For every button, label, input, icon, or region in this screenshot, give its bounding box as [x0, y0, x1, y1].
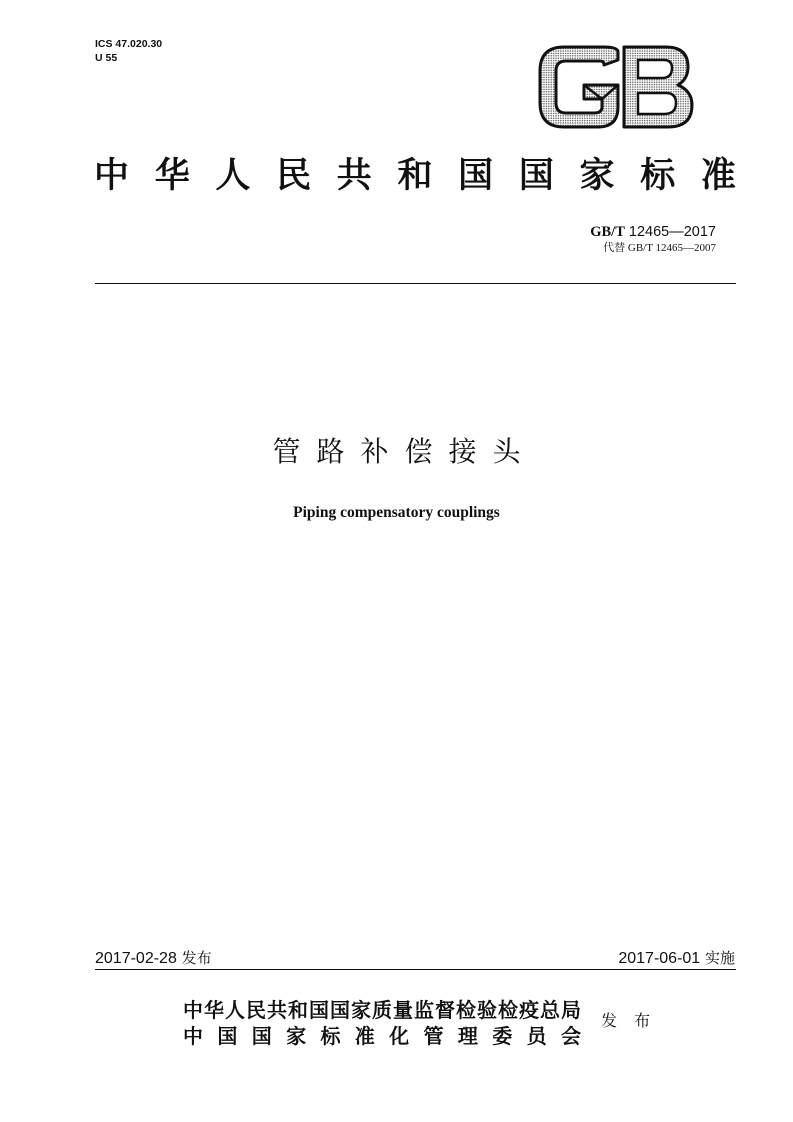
publisher-sac-char: 会 [560, 1024, 581, 1048]
footer-divider [95, 969, 736, 970]
national-standard-title-char: 民 [276, 156, 312, 196]
publisher-aqsiq-char: 局 [561, 998, 581, 1022]
publisher-aqsiq [183, 997, 581, 1023]
publisher-aqsiq-char: 人 [225, 998, 245, 1022]
publisher-aqsiq-char: 总 [540, 998, 560, 1022]
standard-number [590, 223, 716, 241]
national-standard-title-char: 准 [700, 156, 736, 196]
ics-code: ICS 47.020.30 [95, 38, 163, 50]
publisher-sac-char: 化 [389, 1024, 410, 1048]
publisher-aqsiq-char: 华 [204, 998, 224, 1022]
publisher-aqsiq-char: 和 [288, 998, 308, 1022]
national-standard-title [94, 152, 736, 200]
national-standard-title-char: 国 [458, 156, 494, 196]
effective-date-label: 实施 [704, 949, 735, 967]
issue-date-label: 发布 [181, 949, 212, 967]
publisher-aqsiq-char: 验 [477, 998, 497, 1022]
publisher-sac [183, 1023, 581, 1049]
national-standard-title-char: 和 [397, 156, 433, 196]
publisher-aqsiq-char: 监 [414, 998, 434, 1022]
publisher-aqsiq-char: 家 [351, 998, 371, 1022]
issue-date-line [95, 948, 212, 969]
standard-number-value: 12465—2017 [628, 224, 716, 240]
publisher-aqsiq-char: 检 [498, 998, 518, 1022]
replaced-standard: 代替 GB/T 12465—2007 [603, 242, 716, 254]
gb-logo-icon [538, 45, 694, 129]
publisher-aqsiq-char: 国 [309, 998, 329, 1022]
publisher-sac-char: 国 [251, 1024, 272, 1048]
publisher-sac-char: 家 [286, 1024, 307, 1048]
header-divider [95, 283, 736, 284]
national-standard-title-char: 人 [215, 156, 251, 196]
publisher-aqsiq-char: 中 [183, 998, 203, 1022]
publisher-aqsiq-char: 检 [456, 998, 476, 1022]
publisher-sac-char: 准 [354, 1024, 375, 1048]
national-standard-title-char: 家 [579, 156, 615, 196]
chinese-title: 管路补偿接头 [272, 435, 537, 468]
standard-prefix: GB/T [590, 224, 625, 240]
publisher-sac-char: 委 [492, 1024, 513, 1048]
publisher-sac-char: 中 [183, 1024, 203, 1048]
publisher-sac-char: 标 [320, 1024, 341, 1048]
publisher-aqsiq-char: 量 [393, 998, 413, 1022]
national-standard-title-char: 华 [154, 156, 190, 196]
national-standard-title-char: 国 [518, 156, 554, 196]
publisher-aqsiq-char: 共 [267, 998, 287, 1022]
publisher-aqsiq-char: 质 [372, 998, 392, 1022]
publisher-sac-char: 国 [217, 1024, 238, 1048]
publisher-sac-char: 理 [457, 1024, 478, 1048]
publisher-aqsiq-char: 民 [246, 998, 266, 1022]
effective-date-line [618, 948, 735, 969]
publisher-issue-label: 发 布 [601, 1011, 657, 1030]
national-standard-title-char: 共 [336, 156, 372, 196]
publisher-sac-char: 管 [423, 1024, 444, 1048]
national-standard-title-char: 标 [640, 156, 676, 196]
publisher-aqsiq-char: 疫 [519, 998, 539, 1022]
publisher-aqsiq-char: 督 [435, 998, 455, 1022]
publisher-sac-char: 员 [526, 1024, 547, 1048]
publisher-aqsiq-char: 国 [330, 998, 350, 1022]
national-standard-title-char: 中 [94, 156, 130, 196]
ccs-code: U 55 [95, 52, 118, 64]
issue-date: 2017-02-28 [95, 950, 177, 967]
english-title: Piping compensatory couplings [293, 504, 500, 521]
effective-date: 2017-06-01 [618, 950, 701, 967]
